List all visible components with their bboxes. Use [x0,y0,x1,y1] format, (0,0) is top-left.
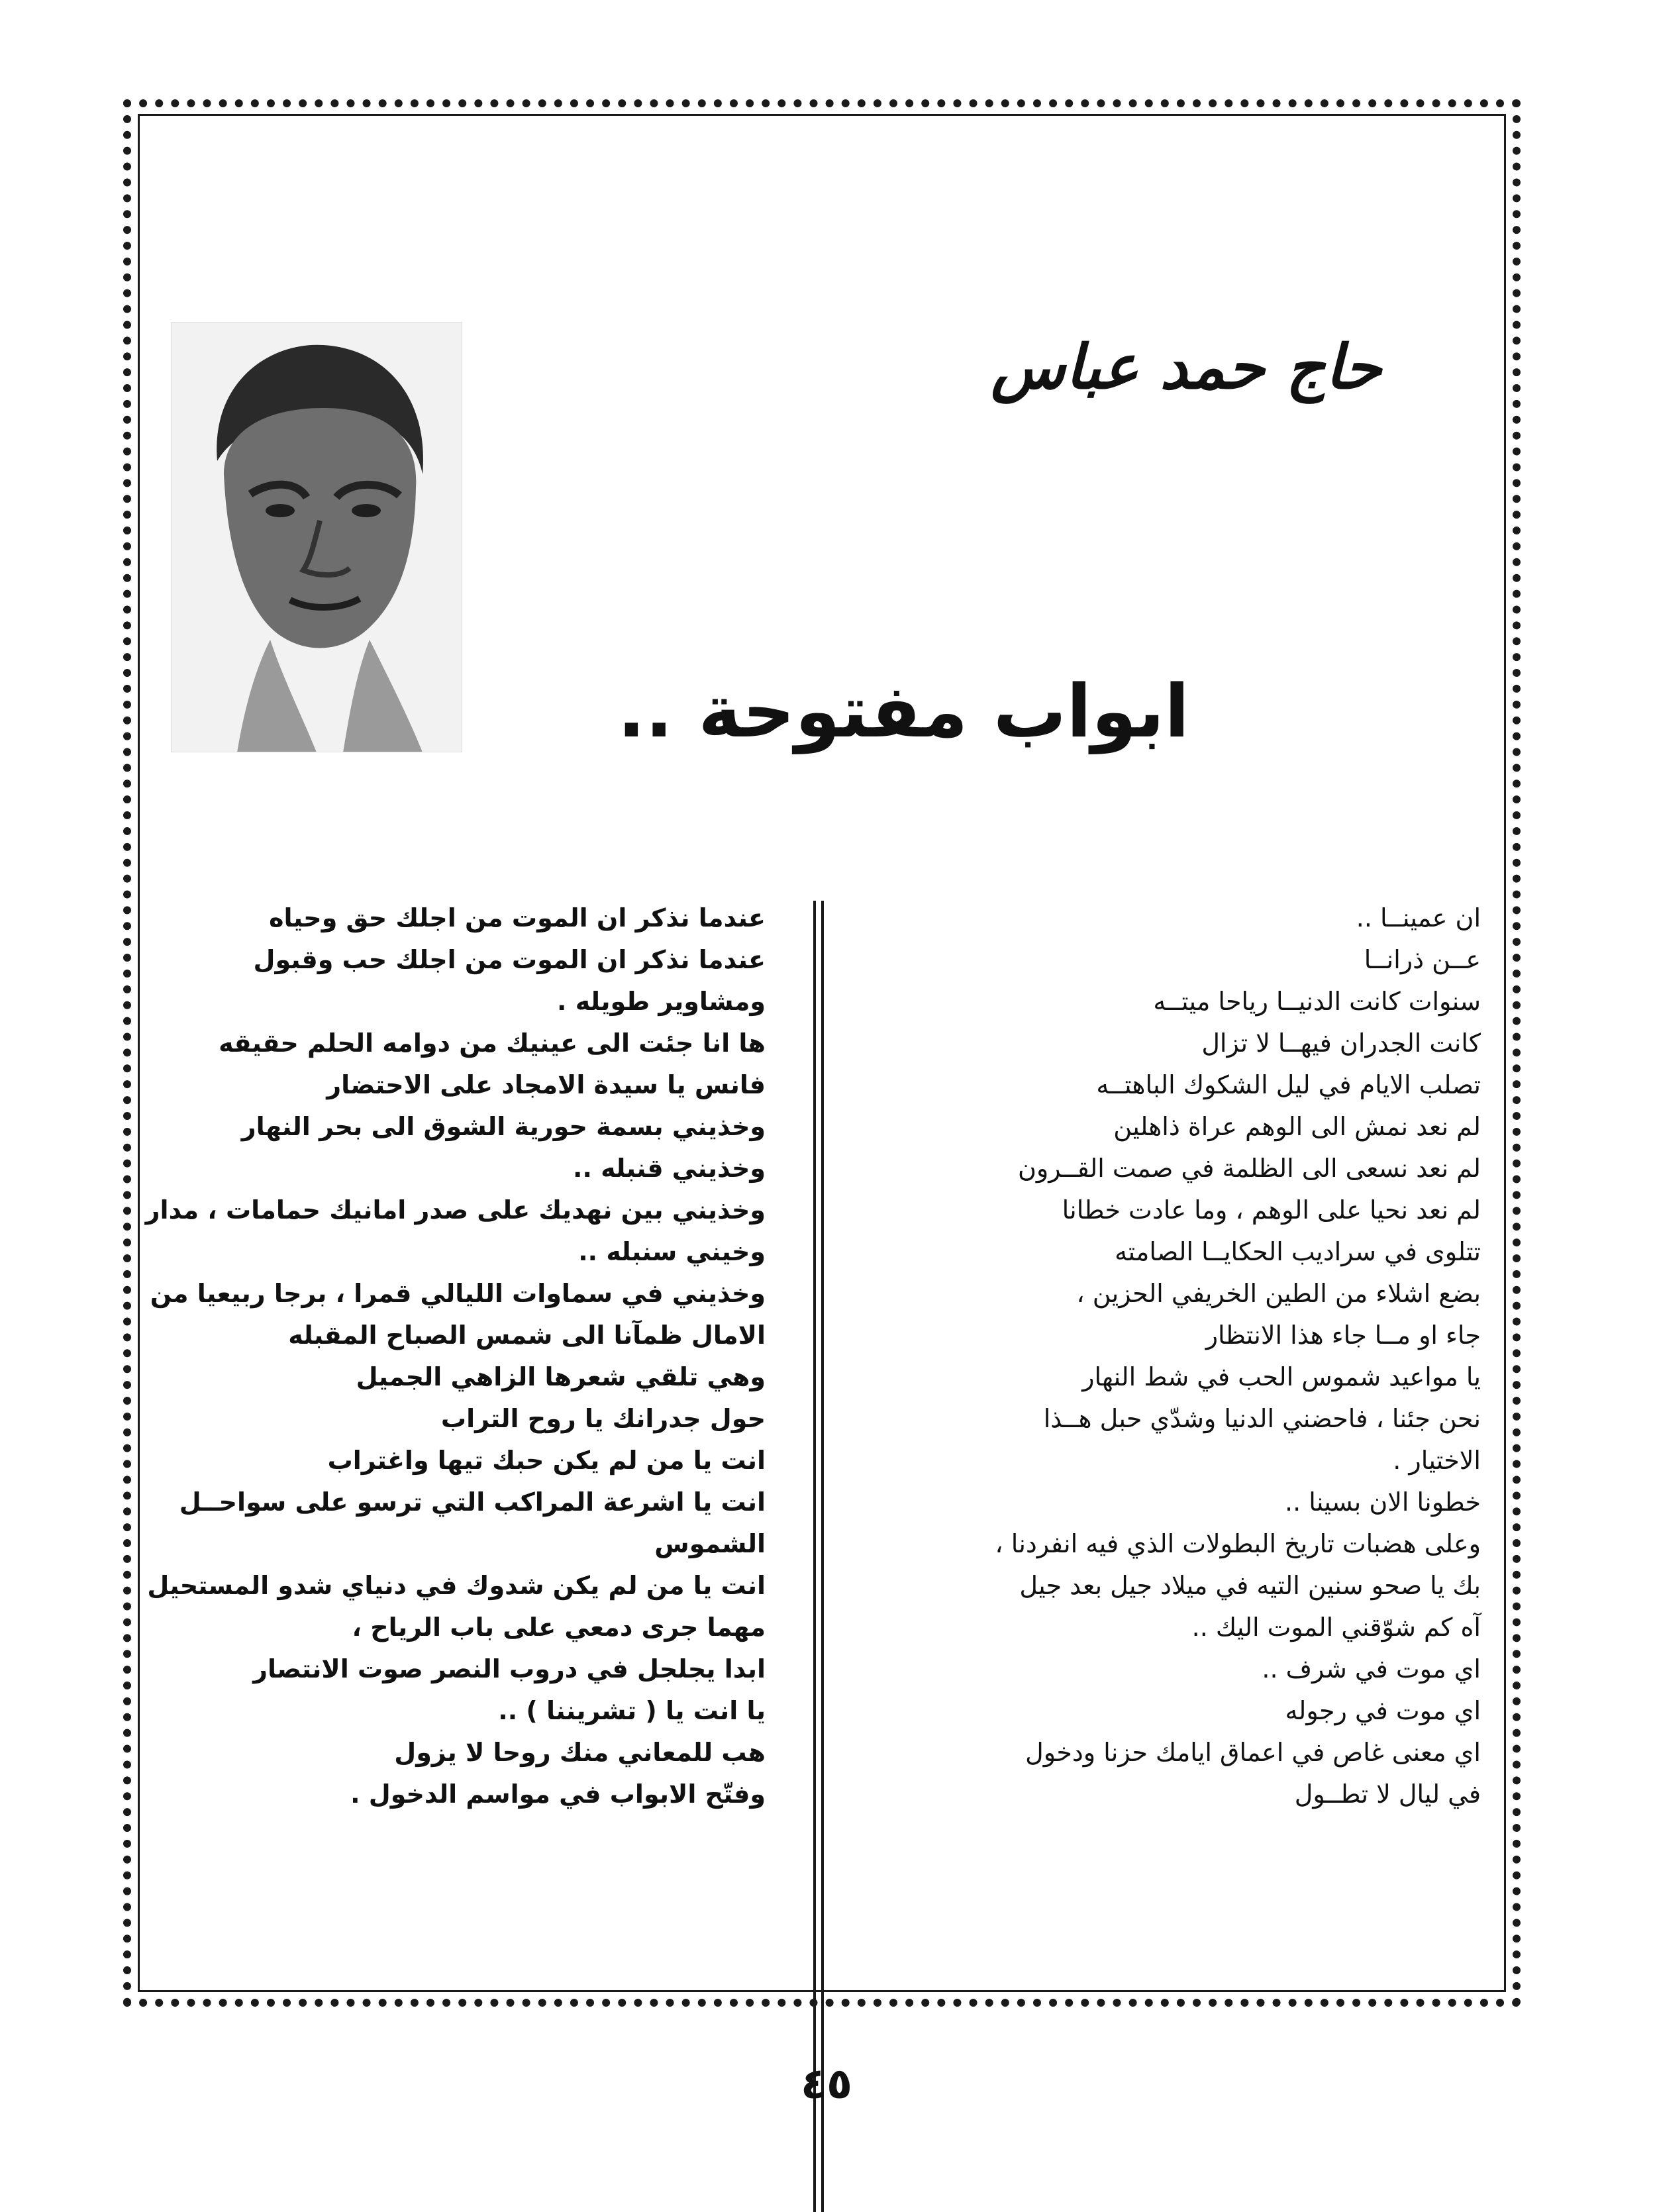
poem-line: وعلى هضبات تاريخ البطولات الذي فيه انفردنا ، [995,1529,1481,1558]
poem-line: في ليال لا تطــول [1294,1780,1481,1809]
poem-line: نحن جئنا ، فاحضني الدنيا وشدّي حبل هــذا [1043,1404,1481,1433]
poem-line: عندما نذكر ان الموت من اجلك حب وقبول [253,945,766,974]
poem-line: وخيني سنبله .. [578,1237,766,1266]
poem-line: وخذيني في سماوات الليالي قمرا ، برجا ربيعيا من [150,1279,766,1308]
poem-line: وخذيني قنبله .. [573,1154,766,1183]
poem-line: هب للمعاني منك روحا لا يزول [394,1738,766,1767]
poem-line: مهما جرى دمعي على باب الرياح ، [352,1613,766,1642]
poem-line: انت يا اشرعة المراكب التي ترسو على سواحــل [179,1487,766,1517]
poem-line: الاختيار . [1393,1446,1481,1475]
poem-line: تتلوى في سراديب الحكايــا الصامته [1115,1237,1481,1266]
poem-line: خطونا الان بسينا .. [1285,1487,1481,1517]
poem-title: ابواب مفتوحة .. [617,669,1189,754]
author-portrait [171,322,462,752]
poem-line: آه كم شوّقني الموت اليك .. [1191,1613,1481,1642]
poem-line: اي معنى غاص في اعماق ايامك حزنا ودخول [1025,1738,1481,1767]
poem-line: ومشاوير طويله . [557,987,766,1016]
column-divider [812,901,826,2212]
column-divider-rule [813,901,816,2212]
page-number: ٤٥ [800,2060,853,2109]
poem-line: انت يا من لم يكن شدوك في دنياي شدو المستحيل [147,1571,766,1600]
poem-line: كانت الجدران فيهــا لا تزال [1201,1029,1481,1058]
poem-line: اي موت في شرف .. [1262,1654,1481,1684]
poem-line: يا مواعيد شموس الحب في شط النهار [1082,1362,1481,1391]
poem-line: ها انا جئت الى عينيك من دوامه الحلم حقيقه [219,1029,766,1058]
poem-line: الامال ظمآنا الى شمس الصباح المقبله [288,1321,766,1350]
portrait-photo [171,322,462,752]
poem-line: ابدا يجلجل في دروب النصر صوت الانتصار [253,1654,766,1684]
poem-line: لم نعد نمش الى الوهم عراة ذاهلين [1113,1112,1481,1141]
poem-column-right [825,897,1481,1815]
poem-line: عندما نذكر ان الموت من اجلك حق وحياه [269,903,766,932]
poem-line: اي موت في رجوله [1285,1696,1481,1725]
poem-line: فانس يا سيدة الامجاد على الاحتضار [326,1070,766,1099]
poem-line: لم نعد نسعى الى الظلمة في صمت القــرون [1017,1154,1481,1183]
poem-line: عــن ذرانــا [1364,945,1481,974]
poem-line: بضع اشلاء من الطين الخريفي الحزين ، [1076,1279,1481,1308]
poem-line: وفتّح الابواب في مواسم الدخول . [350,1780,766,1809]
poem-line: ان عمينــا .. [1356,903,1481,932]
poem-line: جاء او مــا جاء هذا الانتظار [1205,1321,1481,1350]
poem-line: بك يا صحو سنين التيه في ميلاد جيل بعد جيل [1019,1571,1481,1600]
poem-column-left [97,897,766,1815]
author-name: حاج حمد عباس [991,331,1381,403]
poem-line: حول جدرانك يا روح التراب [440,1404,766,1433]
poem-line: وهي تلقي شعرها الزاهي الجميل [356,1362,766,1391]
column-divider-rule [821,901,824,2212]
poem-line: يا انت يا ( تشريننا ) .. [498,1696,766,1725]
poem-line: سنوات كانت الدنيــا رياحا ميتــه [1153,987,1481,1016]
poem-line: الشموس [654,1529,766,1558]
poem-line: وخذيني بين نهديك على صدر امانيك حمامات ، مدار [145,1195,766,1225]
poem-line: تصلب الايام في ليل الشكوك الباهتــه [1096,1070,1481,1099]
poem-line: وخذيني بسمة حورية الشوق الى بحر النهار [241,1112,766,1141]
poem-line: انت يا من لم يكن حبك تيها واغتراب [327,1446,766,1475]
poem-line: لم نعد نحيا على الوهم ، وما عادت خطانا [1062,1195,1481,1225]
